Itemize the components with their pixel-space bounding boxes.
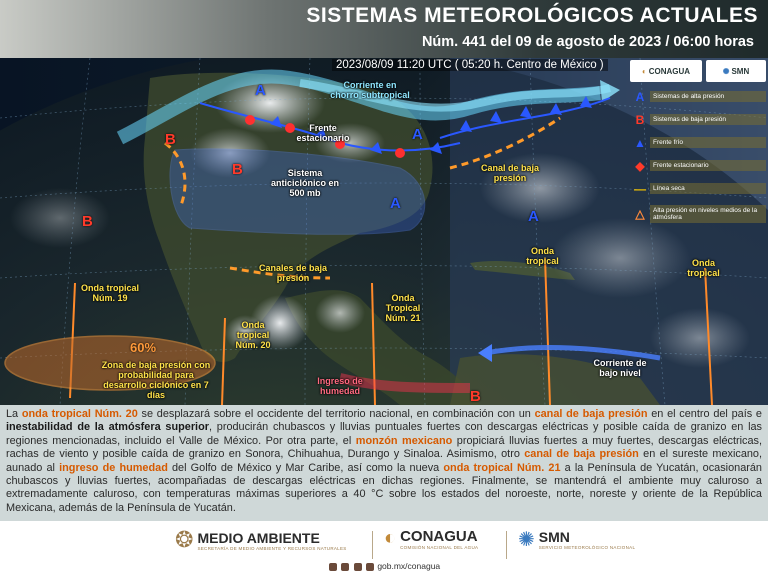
- conagua-drop-icon: ◐: [641, 66, 647, 76]
- legend-item: [630, 178, 766, 199]
- coat-of-arms-icon: ❂: [175, 527, 194, 552]
- cloud-mass: [315, 293, 365, 333]
- low-pressure-icon: B: [635, 112, 645, 127]
- high-pressure-marker: A: [528, 208, 539, 225]
- cloud-mass: [650, 308, 750, 368]
- label-low-pressure-zone: Zona de baja presión con probabilidad para desarrollo ciclónico en 7 días: [101, 360, 211, 400]
- smn-globe-icon: ✺: [518, 529, 535, 551]
- header-banner: [0, 0, 768, 58]
- label-low-level-current: Corriente de bajo nivel: [593, 358, 647, 378]
- map-legend: [630, 60, 766, 260]
- smn-globe-icon: ✺: [722, 66, 730, 76]
- youtube-icon[interactable]: [354, 563, 362, 571]
- high-pressure-marker: A: [412, 126, 423, 143]
- label-moisture: Ingreso de humedad: [317, 376, 363, 396]
- legend-item: [630, 201, 766, 227]
- legend-text: Línea seca: [650, 183, 766, 194]
- legend-conagua-logo: ◐ CONAGUA: [630, 60, 702, 82]
- legend-item: [630, 86, 766, 107]
- social-links: [0, 561, 768, 571]
- high-pressure-marker: A: [390, 195, 401, 212]
- mid-level-high-icon: △: [635, 207, 645, 221]
- satellite-timestamp: 2023/08/09 11:20 UTC ( 05:20 h. Centro de México ): [332, 59, 608, 71]
- stationary-front-icon: ◆: [635, 158, 645, 173]
- legend-text: Frente frío: [650, 137, 766, 148]
- website-link[interactable]: gob.mx/conagua: [377, 561, 441, 571]
- low-pressure-marker: B: [232, 161, 243, 178]
- footer-divider: [372, 531, 373, 559]
- label-anticyclone: Sistema anticiclónico en 500 mb: [270, 168, 339, 198]
- conagua-drop-icon: ◐: [384, 527, 397, 549]
- conagua-logo: ◐ CONAGUA COMISIÓN NACIONAL DEL AGUA: [384, 527, 479, 550]
- legend-text: Frente estacionario: [650, 160, 766, 171]
- high-pressure-marker: A: [255, 82, 266, 99]
- label-jet-stream: Corriente en chorro subtropical: [330, 80, 410, 100]
- satellite-map: [0, 58, 768, 405]
- low-pressure-marker: B: [470, 388, 481, 405]
- facebook-icon[interactable]: [329, 563, 337, 571]
- label-wave-21: Onda Tropical Núm. 21: [385, 293, 421, 323]
- instagram-icon[interactable]: [366, 563, 374, 571]
- footer: [0, 521, 768, 576]
- low-pressure-marker: B: [82, 213, 93, 230]
- label-trough-north: Canal de baja presión: [480, 163, 540, 183]
- label-troughs: Canales de baja presión: [258, 263, 328, 283]
- low-pressure-marker: B: [165, 131, 176, 148]
- legend-text: Sistemas de baja presión: [650, 114, 766, 125]
- page-title: SISTEMAS METEOROLÓGICOS ACTUALES: [306, 4, 758, 27]
- legend-smn-logo: ✺ SMN: [706, 60, 766, 82]
- cold-front-icon: ▲: [634, 135, 646, 150]
- smn-logo: ✺ SMN SERVICIO METEOROLÓGICO NACIONAL: [518, 529, 636, 551]
- legend-item: [630, 155, 766, 176]
- twitter-icon[interactable]: [341, 563, 349, 571]
- cloud-mass: [10, 188, 110, 248]
- legend-text: Alta presión en niveles medios de la atmósfera: [650, 205, 766, 223]
- label-wave-caribbean: Onda tropical: [526, 246, 559, 266]
- label-wave-20: Onda tropical Núm. 20: [235, 320, 271, 350]
- legend-item: [630, 109, 766, 130]
- label-wave-east: Onda tropical: [687, 258, 720, 278]
- forecast-description: La onda tropical Núm. 20 se desplazará sobre el occidente del territorio nacional, en combinación con un canal de baja presión en el centro del país e inestabilidad de la atmósfera superior, producirán chubascos y lluvias puntuales fuertes con descargas eléctricas y posible caída de granizo en las regiones mencionadas, incluido el Valle de México. Por otra parte, el monzón mexicano propiciará lluvias fuertes a muy fuertes, descargas eléctricas, rachas de viento y posible caída de granizo en Sonora, Chihuahua, Durango y Sinaloa. Asimismo, otro canal de baja presión en el sureste mexicano, aunado al ingreso de humedad del Golfo de México y Mar Caribe, así como la nueva onda tropical Núm. 21 a la Península de Yucatán, ocasionarán chubascos y lluvias fuertes, acompañadas de descargas eléctricas en dichas regiones. Finalmente, se mantendrá el ambiente muy caluroso a extremadamente caluroso, con temperaturas máximas superiores a 40 °C sobre los estados del noroeste, norte, noreste y oriente de la República Mexicana, además de la Península de Yucatán.: [0, 405, 768, 521]
- cyclone-probability: 60%: [130, 340, 157, 355]
- dry-line-icon: —: [634, 181, 646, 196]
- page-subtitle: Núm. 441 del 09 de agosto de 2023 / 06:00 horas: [421, 34, 754, 50]
- high-pressure-icon: A: [635, 89, 645, 104]
- legend-item: [630, 132, 766, 153]
- medio-ambiente-logo: ❂ MEDIO AMBIENTE SECRETARÍA DE MEDIO AMBIENTE Y RECURSOS NATURALES: [175, 527, 347, 552]
- label-wave-19: Onda tropical Núm. 19: [80, 283, 139, 303]
- legend-text: Sistemas de alta presión: [650, 91, 766, 102]
- footer-divider: [506, 531, 507, 559]
- label-stationary-front: Frente estacionario: [296, 123, 350, 143]
